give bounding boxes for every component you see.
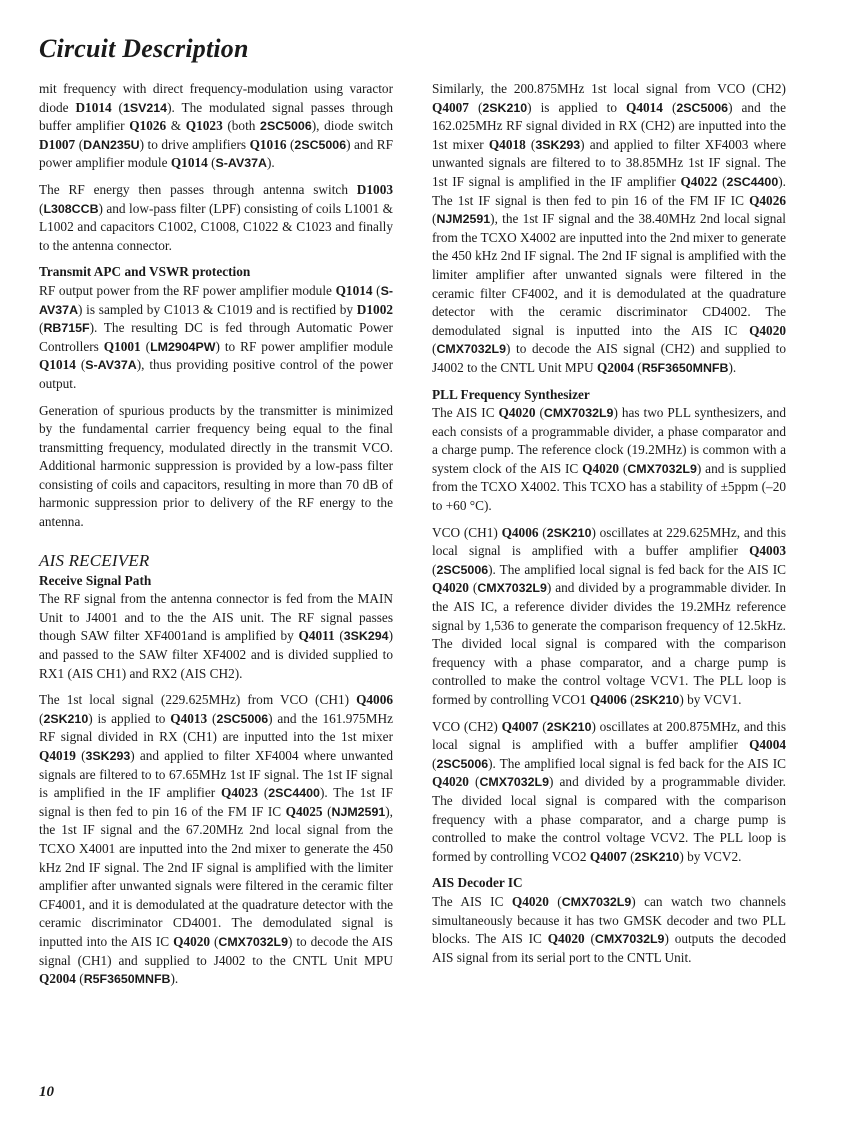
- part-number: CMX7032L9: [479, 775, 550, 790]
- text-run: (: [75, 748, 86, 763]
- text-run: (: [468, 580, 478, 596]
- text-run: ) and low-pass filter (LPF) consisting of coils L1001 & L1002 and capacitors C1002, C1008, C1022 & C1023 and finally to the antenna connector.: [39, 200, 393, 253]
- subsection-heading: PLL Frequency Synthesizer: [432, 386, 590, 402]
- text-run: The RF signal from the antenna connector is fed from the MAIN Unit to J4001 and to the the AIS unit. The RF signal passes though SAW filter XF4001and is amplified by: [39, 591, 393, 644]
- part-number: CMX7032L9: [627, 461, 697, 476]
- text-run: The RF energy then passes through antenna switch: [39, 181, 357, 197]
- part-number: 2SK210: [634, 849, 680, 864]
- text-run: ), the 1st IF signal and the 67.20MHz 2nd local signal from the TCXO X4001 are inputted into the 2nd mixer to generate the 450 kHz 2nd IF signal. The 2nd IF signal is amplified with the limiter amplifier after unwanted signals were filtered in the ceramic filter CF4001, and it is demodulated at the quadrature detector with the ceramic discriminator CD4001. The demodulated signal is inputted into the AIS IC: [39, 803, 393, 949]
- text-run: ).: [728, 359, 737, 375]
- text-run: ) and is supplied from the TCXO X4002. This TCXO has a stability of ±5ppm (–20 to +60 °C).: [432, 460, 786, 514]
- component-ref: Q1014: [335, 282, 373, 298]
- part-number: 3SK293: [85, 749, 131, 763]
- text-run: (: [207, 710, 217, 726]
- component-ref: Q4020: [432, 580, 469, 596]
- component-ref: Q4020: [547, 931, 585, 947]
- text-run: ) and passed to the SAW filter XF4002 and is divided supplied to RX1 (AIS CH1) and RX2 (AIS CH2).: [39, 628, 393, 681]
- component-ref: D1007: [39, 136, 76, 152]
- text-run: ) can watch two channels simultaneously because it has two GMSK decoder and two PLL blocks. The AIS IC: [432, 893, 786, 947]
- paragraph: [39, 181, 393, 255]
- text-run: (: [619, 460, 628, 476]
- component-ref: Q4006: [356, 692, 393, 708]
- section-heading: AIS RECEIVER: [39, 550, 150, 570]
- part-number: 3SK294: [343, 629, 389, 644]
- part-number: S-AV37A: [85, 358, 137, 373]
- component-ref: Q4020: [498, 405, 536, 421]
- part-number: 2SK210: [43, 711, 89, 726]
- text-run: ) outputs the decoded AIS signal from its serial port to the CNTL Unit.: [432, 931, 787, 965]
- part-number: 3SK293: [535, 137, 581, 152]
- text-run: (: [535, 405, 544, 421]
- component-ref: Q4014: [626, 99, 663, 115]
- component-ref: Q4007: [589, 848, 627, 864]
- text-run: Generation of spurious products by the transmitter is minimized by the fundamental carrier frequency being equal to the final transmitting frequency, modulated directly in the transmit VCO. Additional harmonic suppression is provided by a low-pass filter consisting of coils and capacitors, resulting in more than 70 dB of harmonic suppression prior to delivery of the RF energy to the antenna.: [39, 402, 393, 530]
- component-ref: Q4025: [285, 803, 323, 819]
- text-run: (: [432, 341, 437, 357]
- component-ref: Q1014: [170, 155, 208, 171]
- paragraph: [39, 80, 393, 173]
- text-run: (: [322, 803, 332, 819]
- text-run: ) is applied to: [527, 99, 627, 115]
- part-number: NJM2591: [331, 804, 386, 819]
- part-number: R5F3650MNFB: [641, 360, 729, 375]
- text-run: (: [633, 359, 642, 375]
- text-run: ) and the 162.025MHz RF signal divided in RX (CH2) are inputted into the 1st mixer: [432, 99, 786, 152]
- text-run: (: [39, 320, 44, 336]
- text-run: ). The amplified local signal is fed back for the AIS IC: [488, 755, 786, 771]
- paragraph: [432, 893, 786, 967]
- text-run: ), diode switch: [311, 118, 393, 134]
- text-run: ) and divided by a programmable divider. In the AIS IC, a reference divider divides the 19.2MHz reference signal by 1,536 to generate the comparison frequency of 12.5kHz. The divided local signal is compared with the comparison frequency with a phase comparator, and a charge pump is controlled to make the control voltage VCV1. The PLL loop is formed by controlling VCO1: [432, 580, 786, 707]
- text-run: (: [334, 628, 344, 644]
- component-ref: Q1016: [249, 136, 287, 152]
- component-ref: Q4026: [749, 192, 786, 208]
- text-run: (: [75, 971, 84, 987]
- component-ref: Q4004: [749, 737, 786, 753]
- text-run: ) oscillates at 200.875MHz, and this local signal is amplified with a buffer amplifier: [432, 718, 786, 753]
- part-number: 2SK210: [546, 719, 592, 734]
- text-run: ) and the 161.975MHz RF signal divided in RX (CH1) are inputted into the 1st mixer: [39, 710, 393, 745]
- text-run: ) by VCV2.: [679, 848, 742, 864]
- text-run: ) has two PLL synthesizers, and each consists of a programmable divider, a phase comparator and a charge pump. The reference clock (19.2MHz) is common with a system clock of the AIS IC: [432, 405, 786, 476]
- component-ref: Q4020: [432, 774, 469, 790]
- part-number: 2SC4400: [726, 174, 779, 189]
- part-number: CMX7032L9: [477, 581, 547, 596]
- text-run: (: [372, 282, 381, 298]
- component-ref: Q4006: [589, 692, 627, 707]
- text-run: (: [626, 848, 635, 864]
- part-number: S-AV37A: [39, 283, 393, 317]
- text-run: ) is sampled by C1013 & C1019 and is rectified by: [78, 301, 357, 317]
- paragraph: [39, 402, 393, 532]
- left-column: [39, 80, 393, 997]
- text-run: ) to decode the AIS signal (CH2) and supplied to J4002 to the CNTL Unit MPU: [432, 341, 786, 375]
- text-run: (: [432, 211, 437, 227]
- text-run: (: [39, 710, 44, 726]
- subsection-heading: Receive Signal Path: [39, 572, 152, 588]
- component-ref: Q2004: [39, 971, 76, 987]
- text-run: (: [432, 561, 437, 577]
- page-number: 10: [39, 1084, 54, 1100]
- component-ref: D1002: [356, 301, 393, 317]
- part-number: 2SK210: [546, 525, 592, 540]
- part-number: 2SC5006: [216, 711, 269, 726]
- text-run: ), thus providing positive control of the power output.: [39, 357, 393, 391]
- part-number: 2SK210: [482, 100, 528, 115]
- text-run: ).: [266, 155, 275, 171]
- text-run: (: [75, 357, 86, 373]
- component-ref: Q4023: [221, 785, 258, 801]
- part-number: CMX7032L9: [543, 406, 614, 421]
- part-number: NJM2591: [436, 212, 491, 227]
- component-ref: Q4018: [488, 136, 526, 152]
- text-run: ) to drive amplifiers: [139, 136, 250, 152]
- paragraph: [432, 718, 786, 867]
- text-run: (: [662, 99, 677, 115]
- part-number: 2SC4400: [268, 786, 320, 801]
- text-run: &: [166, 118, 186, 134]
- paragraph: [432, 80, 786, 378]
- component-ref: Q4013: [170, 710, 208, 726]
- component-ref: Q4020: [173, 933, 211, 949]
- part-number: L308CCB: [43, 201, 99, 216]
- paragraph: [39, 590, 393, 683]
- part-number: 2SC5006: [260, 119, 312, 134]
- paragraph: [432, 404, 786, 516]
- component-ref: Q4011: [298, 628, 335, 644]
- text-run: mit frequency with direct frequency-modulation using varactor diode: [39, 81, 393, 115]
- text-run: ) and applied to filter XF4004 where unwanted signals are filtered to to 67.65MHz 1st IF signal. The 1st IF signal is amplified in the IF amplifier: [39, 748, 393, 801]
- part-number: 2SC5006: [436, 562, 489, 577]
- text-run: ) is applied to: [88, 710, 171, 726]
- text-run: ). The 1st IF signal is then fed to pin 16 of the FM IF IC: [432, 173, 786, 208]
- component-ref: Q4020: [582, 460, 620, 476]
- component-ref: Q4003: [749, 543, 786, 559]
- component-ref: D1014: [75, 99, 112, 115]
- text-run: ) and applied to filter XF4003 where unwanted signals are filtered to to 38.85MHz 1st IF signal. The 1st IF signal is amplified in the IF amplifier: [432, 136, 786, 189]
- text-run: VCO (CH2): [432, 718, 502, 734]
- paragraph: [39, 282, 393, 394]
- text-run: (: [468, 774, 480, 790]
- component-ref: Q1001: [103, 338, 141, 354]
- component-ref: Q4007: [501, 718, 539, 734]
- component-ref: Q1026: [129, 118, 167, 134]
- text-run: (: [207, 155, 216, 171]
- text-run: ) and RF power amplifier module: [39, 136, 393, 171]
- component-ref: Q4019: [39, 748, 76, 763]
- text-run: (: [548, 893, 562, 909]
- part-number: 1SV214: [122, 100, 168, 115]
- component-ref: D1003: [356, 181, 393, 197]
- part-number: 2SC5006: [294, 137, 347, 152]
- text-run: (: [538, 718, 547, 734]
- text-run: (: [210, 933, 219, 949]
- part-number: R5F3650MNFB: [83, 972, 171, 987]
- text-run: ) to decode the AIS signal (CH1) and supplied to J4002 to the CNTL Unit MPU: [39, 933, 394, 968]
- paragraph: [39, 691, 393, 989]
- text-run: (: [468, 99, 483, 115]
- component-ref: Q4007: [432, 99, 469, 115]
- text-run: The 1st local signal (229.625MHz) from VCO (CH1): [39, 692, 357, 708]
- text-run: ). The 1st IF signal is then fed to pin 16 of the FM IF IC: [39, 785, 393, 819]
- text-run: ), the 1st IF signal and the 38.40MHz 2nd local signal from the TCXO X4002 are inputted into the 2nd mixer to generate the 450 kHz 2nd IF signal. The 2nd IF signal is amplified with the limiter amplifier after unwanted signals were filtered in the ceramic filter CF4002, and it is demodulated at the quadrature detector with the ceramic discriminator CD4002. The demodulated signal is inputted into the AIS IC: [432, 211, 786, 338]
- text-run: (: [717, 173, 727, 189]
- text-run: (: [286, 136, 295, 152]
- part-number: CMX7032L9: [436, 342, 506, 357]
- text-run: (: [75, 136, 84, 152]
- component-ref: Q4020: [511, 893, 549, 909]
- text-run: ). The resulting DC is fed through Automatic Power Controllers: [39, 320, 393, 354]
- component-ref: Q2004: [596, 359, 634, 375]
- text-run: (: [584, 931, 595, 947]
- component-ref: Q1014: [39, 357, 76, 373]
- text-run: ) and divided by a programmable divider. The divided local signal is compared with the comparison frequency with a phase comparator, and a charge pump is controlled to make the control voltage VCV2. The PLL loop is formed by controlling VCO2: [432, 774, 786, 864]
- text-run: (: [525, 136, 536, 152]
- part-number: DAN235U: [83, 137, 140, 152]
- text-run: ). The modulated signal passes through buffer amplifier: [39, 99, 393, 134]
- right-column: [432, 80, 786, 975]
- text-run: Similarly, the 200.875MHz 1st local signal from VCO (CH2): [432, 81, 786, 96]
- text-run: The AIS IC: [432, 405, 499, 421]
- component-ref: Q1023: [185, 118, 223, 134]
- component-ref: Q4020: [749, 322, 786, 338]
- part-number: S-AV37A: [215, 156, 267, 171]
- text-run: (: [257, 785, 269, 801]
- text-run: RF output power from the RF power amplifier module: [39, 282, 336, 298]
- subsection-heading: Transmit APC and VSWR protection: [39, 264, 251, 280]
- part-number: 2SC5006: [676, 100, 729, 115]
- part-number: 2SC5006: [436, 756, 489, 771]
- text-run: VCO (CH1): [432, 524, 502, 540]
- text-run: (: [538, 524, 547, 540]
- part-number: RB715F: [43, 321, 90, 336]
- page-title: Circuit Description: [39, 34, 249, 63]
- text-run: ). The amplified local signal is fed back for the AIS IC: [488, 561, 786, 577]
- text-run: (: [432, 755, 437, 771]
- text-run: ) oscillates at 229.625MHz, and this local signal is amplified with a buffer amplifier: [432, 524, 786, 559]
- text-run: (: [39, 200, 44, 216]
- text-run: The AIS IC: [432, 893, 512, 909]
- part-number: 2SK210: [634, 693, 680, 707]
- text-run: (: [111, 99, 123, 115]
- text-run: (: [140, 338, 151, 354]
- text-run: ) by VCV1.: [679, 692, 742, 707]
- part-number: CMX7032L9: [561, 894, 632, 909]
- text-run: ).: [170, 971, 179, 987]
- text-run: ) to RF power amplifier module: [215, 338, 393, 354]
- subsection-heading: AIS Decoder IC: [432, 875, 523, 891]
- paragraph: [432, 524, 786, 710]
- part-number: LM2904PW: [150, 339, 216, 354]
- text-run: (: [626, 692, 635, 707]
- component-ref: Q4022: [680, 173, 718, 189]
- component-ref: Q4006: [501, 524, 539, 540]
- part-number: CMX7032L9: [594, 932, 665, 947]
- text-run: (both: [222, 118, 261, 134]
- part-number: CMX7032L9: [218, 934, 288, 949]
